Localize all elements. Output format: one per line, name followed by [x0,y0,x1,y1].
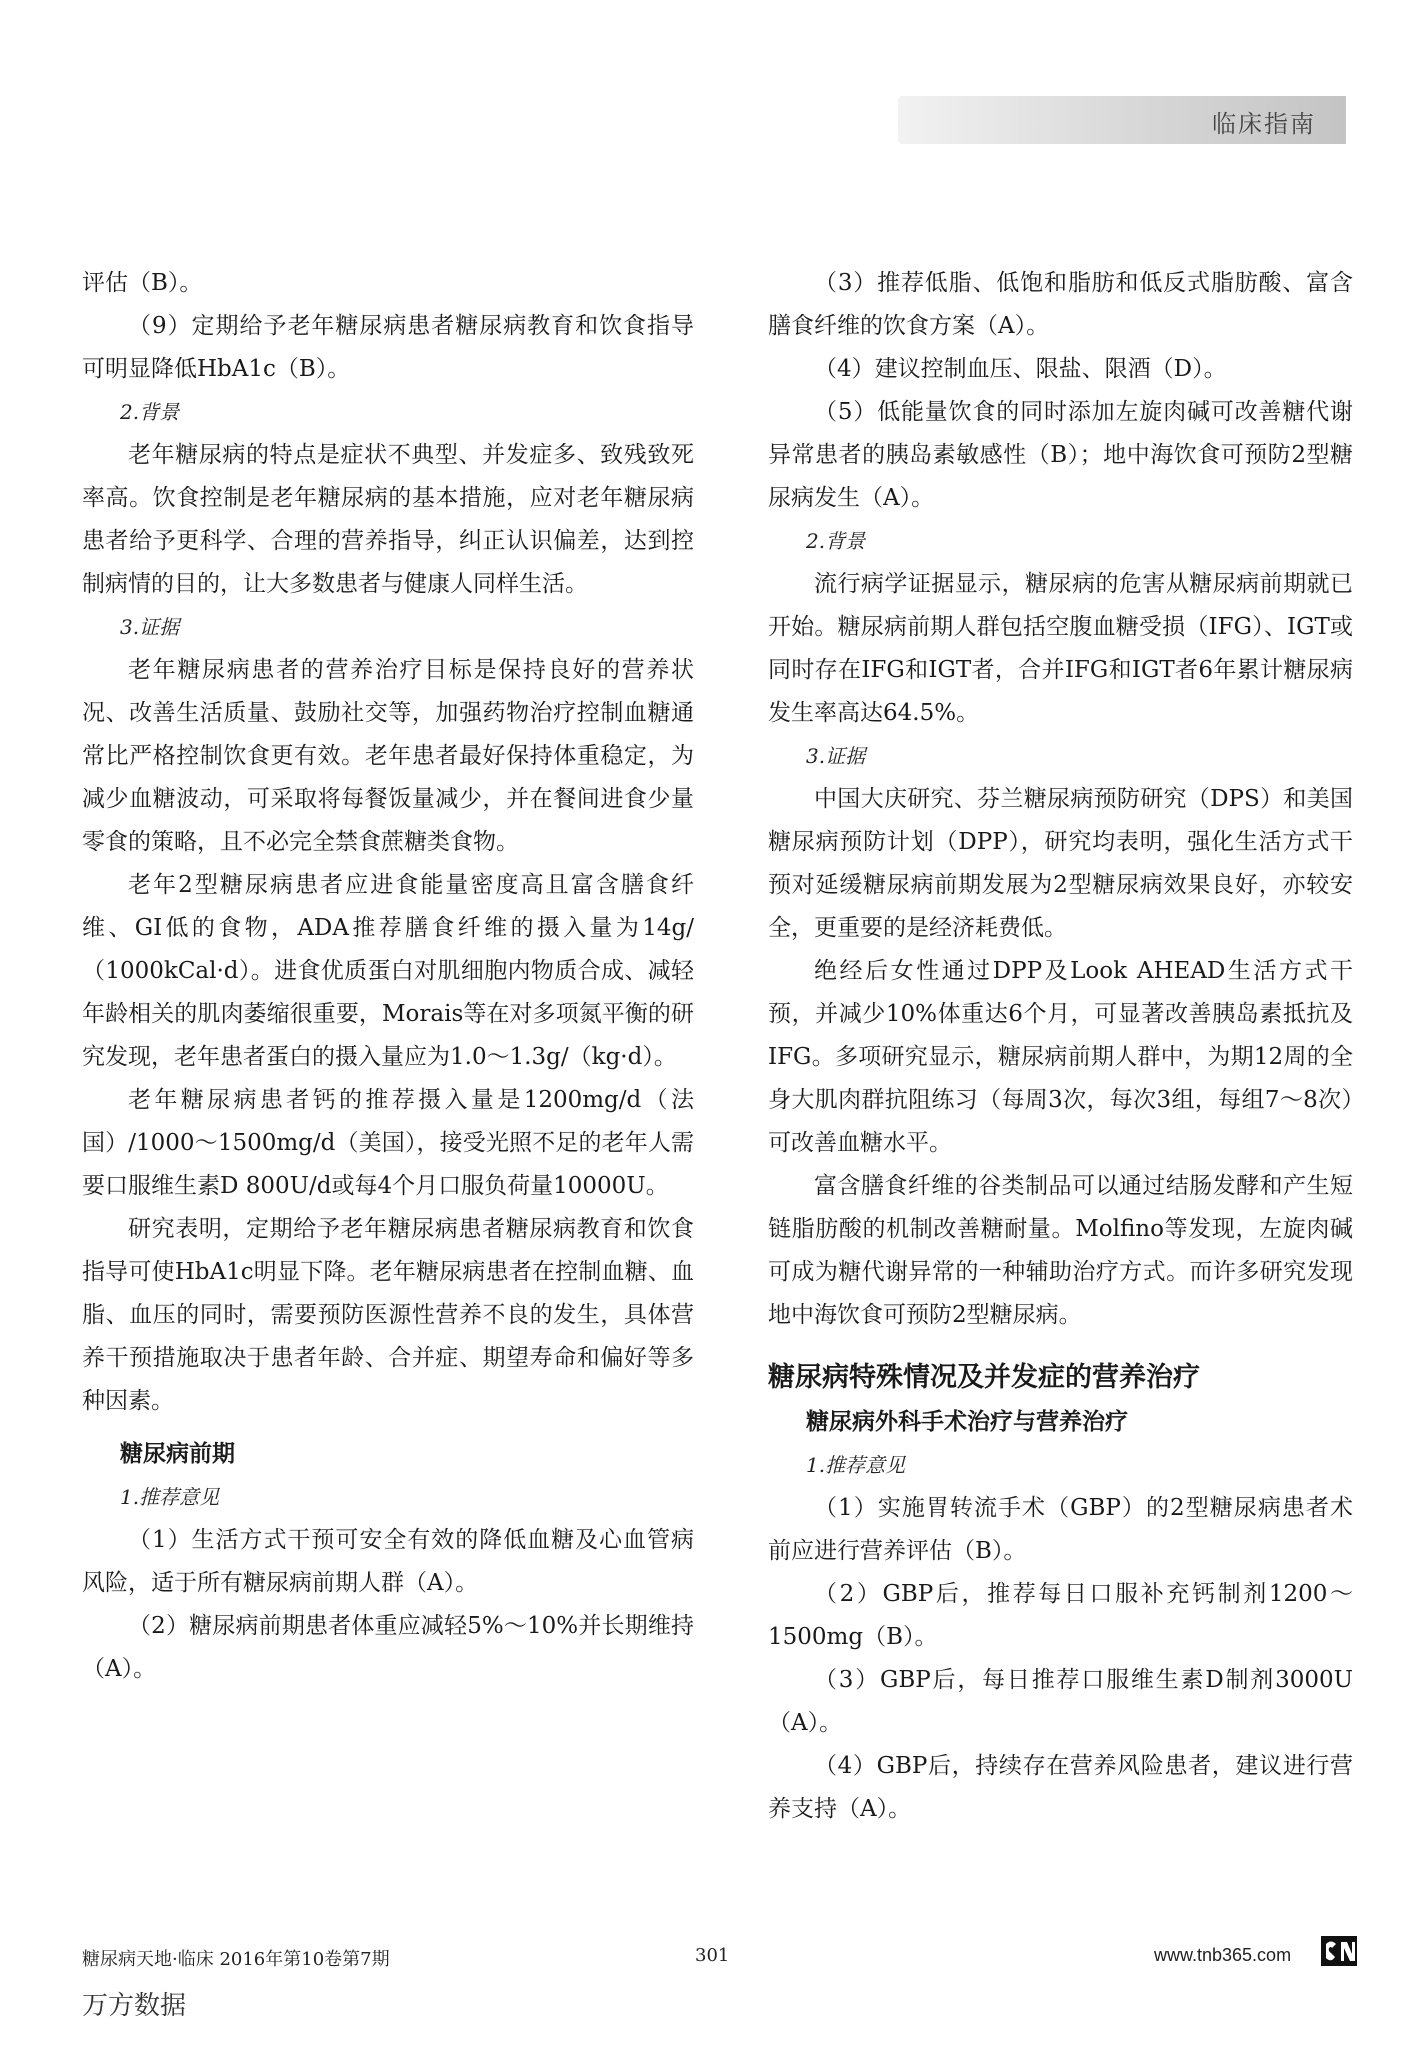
left-column [82,262,694,1691]
recommendation-item: （4）建议控制血压、限盐、限酒（D）。 [814,356,1227,382]
paragraph: 中国大庆研究、芬兰糖尿病预防研究（DPS）和美国糖尿病预防计划（DPP），研究均表明，强化生活方式干预对延缓糖尿病前期发展为2型糖尿病效果良好，亦较安全，更重要的是经济耗费低。 [768,786,1353,941]
right-column [768,262,1353,1831]
recommendation-item: （2）糖尿病前期患者体重应减轻5%～10%并长期维持（A）。 [82,1613,694,1682]
recommendation-item: （3）推荐低脂、低饱和脂肪和低反式脂肪酸、富含膳食纤维的饮食方案（A）。 [768,270,1353,339]
recommendation-item: （1）实施胃转流手术（GBP）的2型糖尿病患者术前应进行营养评估（B）。 [768,1495,1353,1564]
subheading-recommendations: 1.推荐意见 [120,1485,220,1509]
paragraph: 富含膳食纤维的谷类制品可以通过结肠发酵和产生短链脂肪酸的机制改善糖耐量。Molfino等发现，左旋肉碱可成为糖代谢异常的一种辅助治疗方式。而许多研究发现地中海饮食可预防2型糖尿病。 [768,1173,1353,1328]
journal-logo-icon [1321,1936,1357,1966]
paragraph: 老年糖尿病患者的营养治疗目标是保持良好的营养状况、改善生活质量、鼓励社交等，加强药物治疗控制血糖通常比严格控制饮食更有效。老年患者最好保持体重稳定，为减少血糖波动，可采取将每餐饭量减少，并在餐间进食少量零食的策略，且不必完全禁食蔗糖类食物。 [82,657,694,855]
journal-citation: 糖尿病天地·临床 2016年第10卷第7期 [82,1949,390,1970]
section-heading: 糖尿病外科手术治疗与营养治疗 [806,1409,1128,1435]
section-heading: 糖尿病前期 [120,1441,235,1467]
section-tab [898,96,1346,144]
section-tab-label: 临床指南 [1212,110,1316,138]
subheading-background: 2.背景 [806,529,866,553]
paragraph: 老年2型糖尿病患者应进食能量密度高且富含膳食纤维、GI低的食物，ADA推荐膳食纤维的摄入量为14g/（1000kCal·d）。进食优质蛋白对肌细胞内物质合成、减轻年龄相关的肌肉萎缩很重要，Morais等在对多项氮平衡的研究发现，老年患者蛋白的摄入量应为1.0～1.3g/（kg·d）。 [82,872,694,1070]
subheading-background: 2.背景 [120,400,180,424]
subheading-recommendations: 1.推荐意见 [806,1453,906,1477]
paragraph: 研究表明，定期给予老年糖尿病患者糖尿病教育和饮食指导可使HbA1c明显下降。老年糖尿病患者在控制血糖、血脂、血压的同时，需要预防医源性营养不良的发生，具体营养干预措施取决于患者年龄、合并症、期望寿命和偏好等多种因素。 [82,1216,694,1414]
paragraph: 评估（B）。 [82,270,203,296]
chapter-heading: 糖尿病特殊情况及并发症的营养治疗 [768,1362,1200,1393]
paragraph: 老年糖尿病的特点是症状不典型、并发症多、致残致死率高。饮食控制是老年糖尿病的基本措施，应对老年糖尿病患者给予更科学、合理的营养指导，纠正认识偏差，达到控制病情的目的，让大多数患者与健康人同样生活。 [82,442,694,597]
subheading-evidence: 3.证据 [806,744,866,768]
recommendation-item: （3）GBP后，每日推荐口服维生素D制剂3000U（A）。 [768,1667,1353,1736]
watermark: 万方数据 [82,1991,187,2021]
recommendation-item: （9）定期给予老年糖尿病患者糖尿病教育和饮食指导可明显降低HbA1c（B）。 [82,313,694,382]
subheading-evidence: 3.证据 [120,615,180,639]
recommendation-item: （1）生活方式干预可安全有效的降低血糖及心血管病风险，适于所有糖尿病前期人群（A）。 [82,1527,694,1596]
website-link: www.tnb365.com [1154,1945,1292,1965]
recommendation-item: （5）低能量饮食的同时添加左旋肉碱可改善糖代谢异常患者的胰岛素敏感性（B）；地中海饮食可预防2型糖尿病发生（A）。 [768,399,1353,511]
recommendation-item: （2）GBP后，推荐每日口服补充钙制剂1200～1500mg（B）。 [768,1581,1353,1650]
recommendation-item: （4）GBP后，持续存在营养风险患者，建议进行营养支持（A）。 [768,1753,1353,1822]
page-number: 301 [695,1945,730,1966]
paragraph: 绝经后女性通过DPP及Look AHEAD生活方式干预，并减少10%体重达6个月，可显著改善胰岛素抵抗及IFG。多项研究显示，糖尿病前期人群中，为期12周的全身大肌肉群抗阻练习（每周3次，每次3组，每组7～8次）可改善血糖水平。 [768,958,1353,1156]
paragraph: 流行病学证据显示，糖尿病的危害从糖尿病前期就已开始。糖尿病前期人群包括空腹血糖受损（IFG）、IGT或同时存在IFG和IGT者，合并IFG和IGT者6年累计糖尿病发生率高达64.5%。 [768,571,1353,726]
paragraph: 老年糖尿病患者钙的推荐摄入量是1200mg/d（法国）/1000～1500mg/d（美国），接受光照不足的老年人需要口服维生素D 800U/d或每4个月口服负荷量10000U。 [82,1087,694,1199]
